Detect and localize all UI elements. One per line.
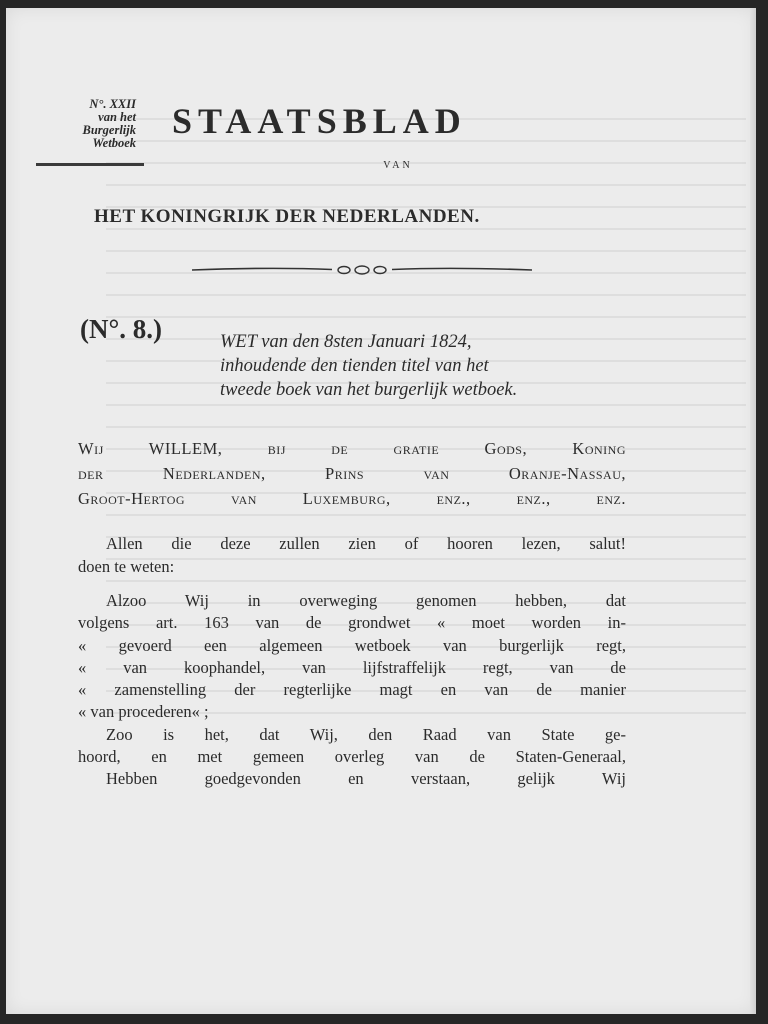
- considerans-line: « van procederen« ;: [78, 702, 209, 722]
- masthead-title: STAATSBLAD: [172, 101, 467, 141]
- margin-note-line: N°. XXII: [89, 97, 136, 111]
- law-title-line: WET van den 8sten Januari 1824,: [220, 332, 472, 352]
- preamble-line: Groot-Hertog van Luxemburg, enz., enz., enz.: [78, 489, 626, 508]
- law-title-line: tweede boek van het burgerlijk wetboek.: [220, 380, 518, 400]
- margin-note-line: Wetboek: [92, 136, 136, 150]
- considerans-line: volgens art. 163 van de grondwet « moet worden in-: [78, 613, 626, 633]
- margin-note: [28, 98, 136, 150]
- ornamental-divider: [192, 260, 532, 280]
- margin-note-line: van het: [98, 110, 136, 124]
- considerans-line: « zamenstelling der regterlijke magt en van de manier: [78, 680, 626, 700]
- considerans-line: Hebben goedgevonden en verstaan, gelijk Wij: [106, 769, 626, 789]
- greeting-line: doen te weten:: [78, 557, 175, 576]
- law-title-line: inhoudende den tienden titel van het: [220, 356, 489, 376]
- considerans: [78, 590, 626, 791]
- considerans-line: Alzoo Wij in overweging genomen hebben, dat: [106, 591, 626, 610]
- considerans-line: « van koophandel, van lijfstraffelijk regt, van de: [78, 657, 626, 677]
- preamble-line: der Nederlanden, Prins van Oranje-Nassau,: [78, 464, 626, 483]
- greeting: [78, 532, 626, 578]
- masthead-kingdom: HET KONINGRIJK DER NEDERLANDEN.: [94, 206, 480, 227]
- considerans-line: « gevoerd een algemeen wetboek van burgerlijk regt,: [78, 635, 626, 655]
- page-edge: [750, 8, 756, 1014]
- considerans-line: hoord, en met gemeen overleg van de Staten-Generaal,: [78, 747, 626, 767]
- document-page: [6, 8, 756, 1014]
- margin-note-line: Burgerlijk: [82, 123, 136, 137]
- masthead-van: VAN: [383, 160, 413, 171]
- preamble-line: Wij WILLEM, bij de gratie Gods, Koning: [78, 439, 626, 458]
- law-title: [220, 330, 517, 402]
- greeting-line: Allen die deze zullen zien of hooren lezen, salut!: [106, 534, 626, 553]
- preamble: [78, 436, 626, 511]
- considerans-line: Zoo is het, dat Wij, den Raad van State ge-: [106, 724, 626, 744]
- law-number: (N°. 8.): [80, 314, 163, 344]
